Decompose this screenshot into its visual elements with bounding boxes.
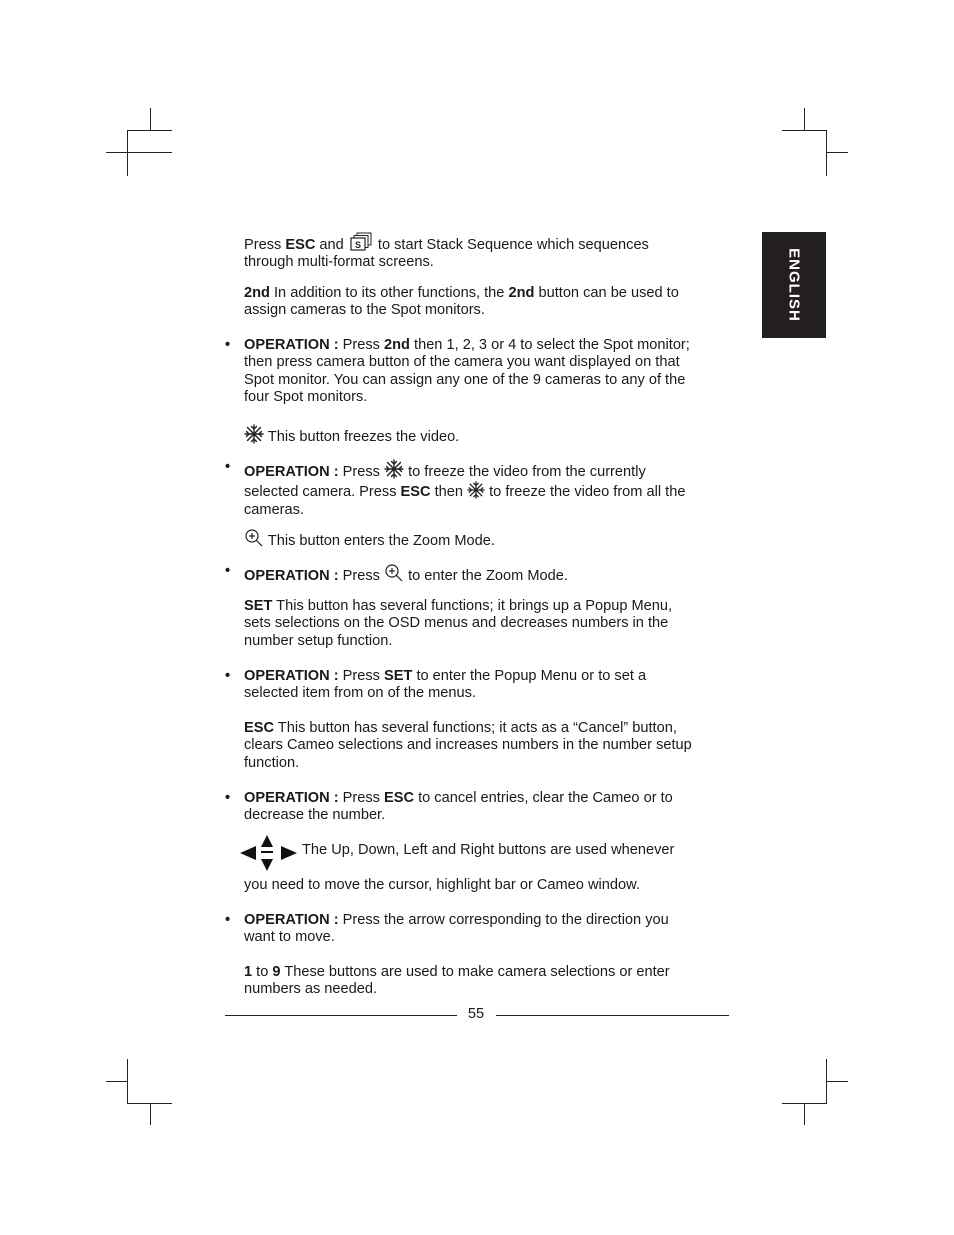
number-buttons-paragraph: 1 to 9 These buttons are used to make camera selections or enter numbers as needed. xyxy=(244,964,670,998)
crop-mark-top-right-h xyxy=(782,130,827,131)
footer-rule-left xyxy=(225,1015,457,1016)
crop-mark-top-left-v xyxy=(127,130,128,176)
crop-mark-bottom-left-v xyxy=(127,1059,128,1104)
second-button-paragraph: 2nd In addition to its other functions, the 2nd button can be used to assign cameras to the Spot monitors. xyxy=(244,285,679,319)
crop-mark-top-left-h xyxy=(106,152,172,153)
zoom-paragraph: This button enters the Zoom Mode. xyxy=(244,528,734,550)
bullet: • xyxy=(225,668,231,684)
bullet: • xyxy=(225,337,231,353)
stack-sequence-icon xyxy=(348,232,374,252)
set-paragraph: SET This button has several functions; it brings up a Popup Menu, sets selections on the OSD menus and decreases numbers in the number setup function. xyxy=(244,598,673,649)
arrows-paragraph-line1: The Up, Down, Left and Right buttons are used whenever xyxy=(302,842,675,858)
svg-text:S: S xyxy=(354,240,361,250)
zoom-icon xyxy=(384,563,404,583)
operation-freeze-paragraph: OPERATION : Press to freeze the video from the currently selected camera. Press ESC then to freeze the video from all the cameras. xyxy=(244,459,734,519)
zoom-icon xyxy=(244,528,264,548)
page-number: 55 xyxy=(467,1006,485,1022)
crop-mark-bottom-left-h xyxy=(106,1081,128,1082)
operation-set-paragraph: OPERATION : Press SET to enter the Popup Menu or to set a selected item from on of the menus. xyxy=(244,668,647,702)
crop-mark-top-right-v xyxy=(804,108,805,130)
language-tab-label: ENGLISH xyxy=(785,248,803,322)
crop-mark-bottom-right-v xyxy=(826,1059,827,1104)
freeze-paragraph: This button freezes the video. xyxy=(244,424,734,446)
crop-mark-bottom-right-v2 xyxy=(804,1103,805,1125)
crop-mark-bottom-right-h xyxy=(826,1081,848,1082)
freeze-icon xyxy=(244,424,264,444)
stack-sequence-paragraph: Press ESC and S to start Stack Sequence which sequences through multi-format screens. xyxy=(244,232,734,272)
crop-mark-top-right-h2 xyxy=(826,152,848,153)
bullet: • xyxy=(225,563,231,579)
bullet: • xyxy=(225,912,231,928)
operation-arrows-paragraph: OPERATION : Press the arrow corresponding to the direction you want to move. xyxy=(244,912,669,946)
arrows-paragraph-line2: you need to move the cursor, highlight bar or Cameo window. xyxy=(244,877,640,893)
crop-mark-top-left-h2 xyxy=(127,130,172,131)
operation-zoom-paragraph: OPERATION : Press to enter the Zoom Mode. xyxy=(244,563,734,585)
operation-esc-paragraph: OPERATION : Press ESC to cancel entries, clear the Cameo or to decrease the number. xyxy=(244,790,673,824)
esc-paragraph: ESC This button has several functions; it acts as a “Cancel” button, clears Cameo selections and increases numbers in the number setup function. xyxy=(244,720,692,771)
freeze-icon xyxy=(384,459,404,479)
crop-mark-top-left-v2 xyxy=(150,108,151,130)
direction-arrows-icon xyxy=(239,834,299,872)
freeze-icon xyxy=(467,481,485,499)
language-tab xyxy=(762,232,826,338)
bullet: • xyxy=(225,459,231,475)
crop-mark-top-right-v2 xyxy=(826,130,827,176)
operation-second-paragraph: OPERATION : Press 2nd then 1, 2, 3 or 4 to select the Spot monitor; then press camera button of the camera you want displayed on that Spot monitor. You can assign any one of the 9 cameras to any of the four Spot monitors. xyxy=(244,337,690,406)
footer-rule-right xyxy=(496,1015,729,1016)
bullet: • xyxy=(225,790,231,806)
crop-mark-bottom-left-v2 xyxy=(150,1103,151,1125)
